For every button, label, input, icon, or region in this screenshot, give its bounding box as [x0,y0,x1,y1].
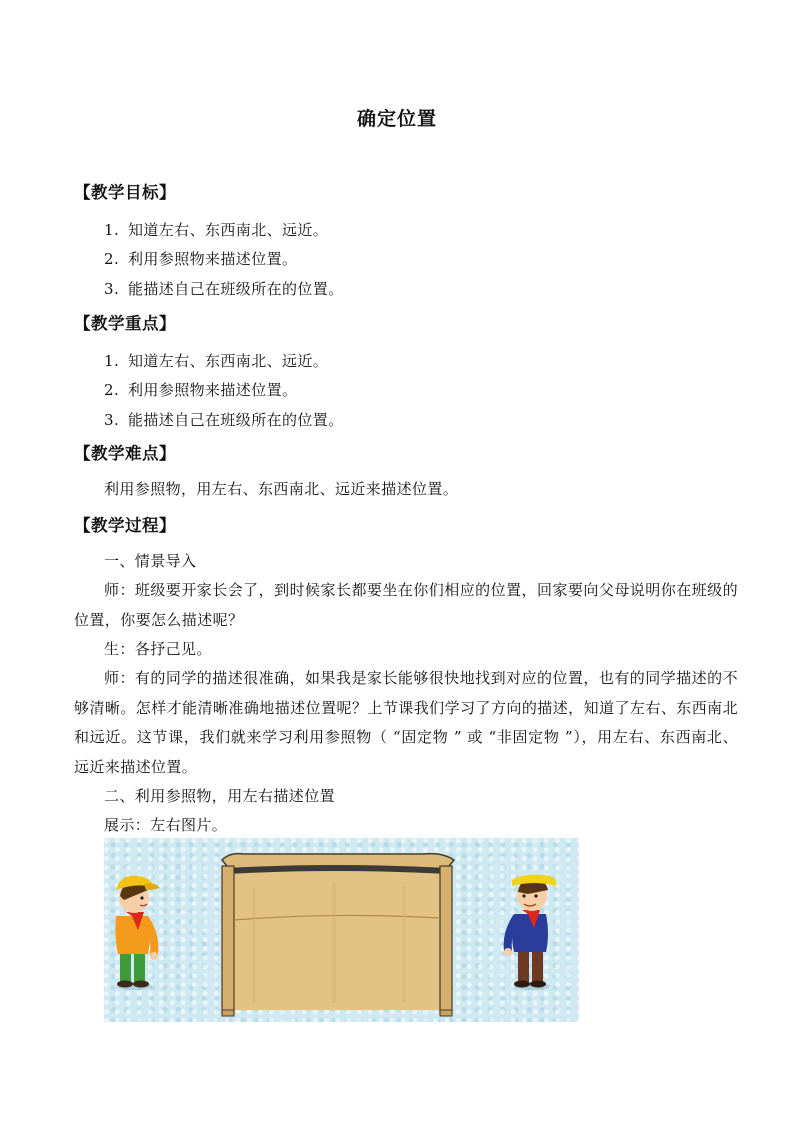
item-number: 1. [104,221,120,239]
illustration-svg [104,838,579,1022]
item-number: 1. [104,352,120,370]
difficulty-text: 利用参照物，用左右、东西南北、远近来描述位置。 [104,480,459,498]
item-text: 知道左右、东西南北、远近。 [128,352,329,370]
keypoint-item-1 [104,350,328,371]
process-paragraph-teacher-2: 师：有的同学的描述很准确，如果我是家长能够很快地找到对应的位置，也有的同学描述的不够清晰。怎样才能清晰准确地描述位置呢？上节课我们学习了方向的描述，知道了左右、东西南北和远近。这节课，我们就来学习利用参照物（ “固定物 ” 或 “非固定物 ”），用左右、东西南北、远近来描述位置。 [74,669,738,776]
item-number: 2. [104,381,120,399]
process-subheading-2: 二、利用参照物，用左右描述位置 [104,787,336,805]
item-number: 2. [104,250,120,268]
section-heading-keypoints: 【教学重点】 [74,314,176,333]
item-text: 利用参照物来描述位置。 [128,250,298,268]
section-heading-difficulty: 【教学难点】 [74,444,176,463]
process-subheading-1: 一、情景导入 [104,552,197,570]
item-number: 3. [104,411,120,429]
item-text: 能描述自己在班级所在的位置。 [128,280,344,298]
process-paragraph-student: 生：各抒己见。 [104,640,212,658]
item-text: 能描述自己在班级所在的位置。 [128,411,344,429]
item-number: 3. [104,280,120,298]
boy-left-icon [115,876,160,990]
keypoint-item-2 [104,379,297,400]
goal-item-3 [104,278,344,299]
page-title: 确定位置 [356,108,437,130]
item-text: 知道左右、东西南北、远近。 [128,221,329,239]
section-heading-process: 【教学过程】 [74,516,176,535]
item-text: 利用参照物来描述位置。 [128,381,298,399]
boy-right-icon [504,875,556,990]
process-paragraph-show: 展示：左右图片。 [104,816,228,834]
cabinet-icon [222,854,454,1016]
process-paragraph-teacher-1: 师：班级要开家长会了，到时候家长都要坐在你们相应的位置，回家要向父母说明你在班级的位置，你要怎么描述呢？ [74,581,738,629]
illustration-left-right [104,838,579,1022]
goal-item-2 [104,248,297,269]
section-heading-goals: 【教学目标】 [74,183,176,202]
goal-item-1 [104,219,328,240]
keypoint-item-3 [104,409,344,430]
